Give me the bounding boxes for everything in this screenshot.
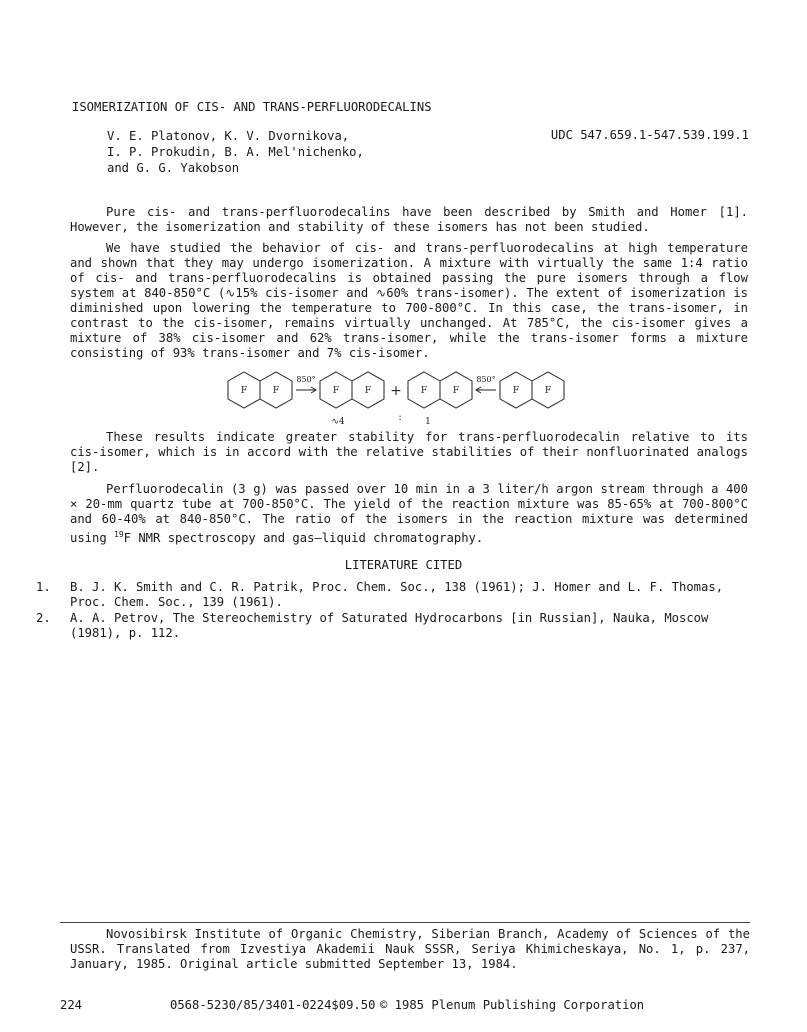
experimental-text: Perfluorodecalin (3 g) was passed over 10 min in a 3 liter/h argon stream through a 400 × 20-mm quartz tube at 700-850°C. The yield of the reaction mixture was 85-65% at 700-800°C and 60-40% at 840-850°C. The ratio of the isomers in the reaction mixture was determined using [70,482,748,546]
page-title: ISOMERIZATION OF CIS- AND TRANS-PERFLUORODECALINS [72,100,432,114]
udc-code: UDC 547.659.1-547.539.199.1 [550,128,749,142]
reference-number: 2. [36,611,51,625]
ring-label: F [364,386,372,396]
ring-label: F [240,386,248,396]
ring-label: F [544,386,552,396]
paragraph-experimental [70,482,748,546]
reference-list [36,580,748,642]
authors-block [107,128,364,176]
reference-item [36,580,748,610]
reference-number: 1. [36,580,51,594]
ring-label: F [272,386,280,396]
ring-label: F [512,386,520,396]
temperature-label-left: 850° [296,375,316,384]
ring-label: F [332,386,340,396]
reference-item [36,611,748,641]
ring-label: F [452,386,460,396]
reference-text: A. A. Petrov, The Stereochemistry of Saturated Hydrocarbons [in Russian], Nauka, Moscow (1981), p. 112. [70,611,709,640]
page-number: 224 [60,998,83,1012]
ratio-left: ∿4 [331,417,345,427]
reaction-scheme-svg [218,368,578,428]
paragraph-results: We have studied the behavior of cis- and trans-perfluorodecalins at high temperature and shown that they may undergo isomerization. A mixture with virtually the same 1:4 ratio of cis- and trans-perfluorodecalins is obtained passing the pure isomers through a flow system at 840-850°C (∿15% cis-isomer and ∿60% trans-isomer). The extent of isomerization is diminished upon lowering the temperature to 700-800°C. In this case, the trans-isomer, in contrast to the cis-isomer, remains virtually unchanged. At 785°C, the cis-isomer gives a mixture of 38% cis-isomer and 62% trans-isomer, while the trans-isomer forms a mixture consisting of 93% trans-isomer and 7% cis-isomer. [70,241,748,360]
experimental-text-end: F NMR spectroscopy and gas—liquid chromatography. [123,531,484,546]
literature-heading: LITERATURE CITED [344,558,463,572]
ratio-right: 1 [425,417,431,427]
paragraph-conclusion: These results indicate greater stability for trans-perfluorodecalin relative to its cis-isomer, which is in accord with the relative stabilities of their nonfluorinated analogs [2]. [70,430,748,474]
ring-label: F [420,386,428,396]
footnote: Novosibirsk Institute of Organic Chemistry, Siberian Branch, Academy of Sciences of the USSR. Translated from Izvestiya Akademii Nauk SSSR, Seriya Khimicheskaya, No. 1, p. 237, January, 1985. Original article submitted September 13, 1984. [70,927,750,971]
ratio-colon: : [398,412,402,423]
copyright-notice: © 1985 Plenum Publishing Corporation [380,998,645,1012]
reference-text: B. J. K. Smith and C. R. Patrik, Proc. Chem. Soc., 138 (1961); J. Homer and L. F. Thomas, Proc. Chem. Soc., 139 (1961). [70,580,724,609]
footnote-divider [60,922,750,923]
temperature-label-right: 850° [476,375,496,384]
author-line: V. E. Platonov, K. V. Dvornikova, [107,129,350,143]
isotope-superscript: 19 [114,530,124,539]
paragraph-intro: Pure cis- and trans-perfluorodecalins have been described by Smith and Homer [1]. However, the isomerization and stability of these isomers has not been studied. [70,205,748,234]
reaction-scheme [218,368,578,428]
author-line: I. P. Prokudin, B. A. Mel'nichenko, [107,145,364,159]
plus-sign: + [390,383,402,399]
article-code: 0568-5230/85/3401-0224$09.50 [170,998,376,1012]
author-line: and G. G. Yakobson [107,161,240,175]
